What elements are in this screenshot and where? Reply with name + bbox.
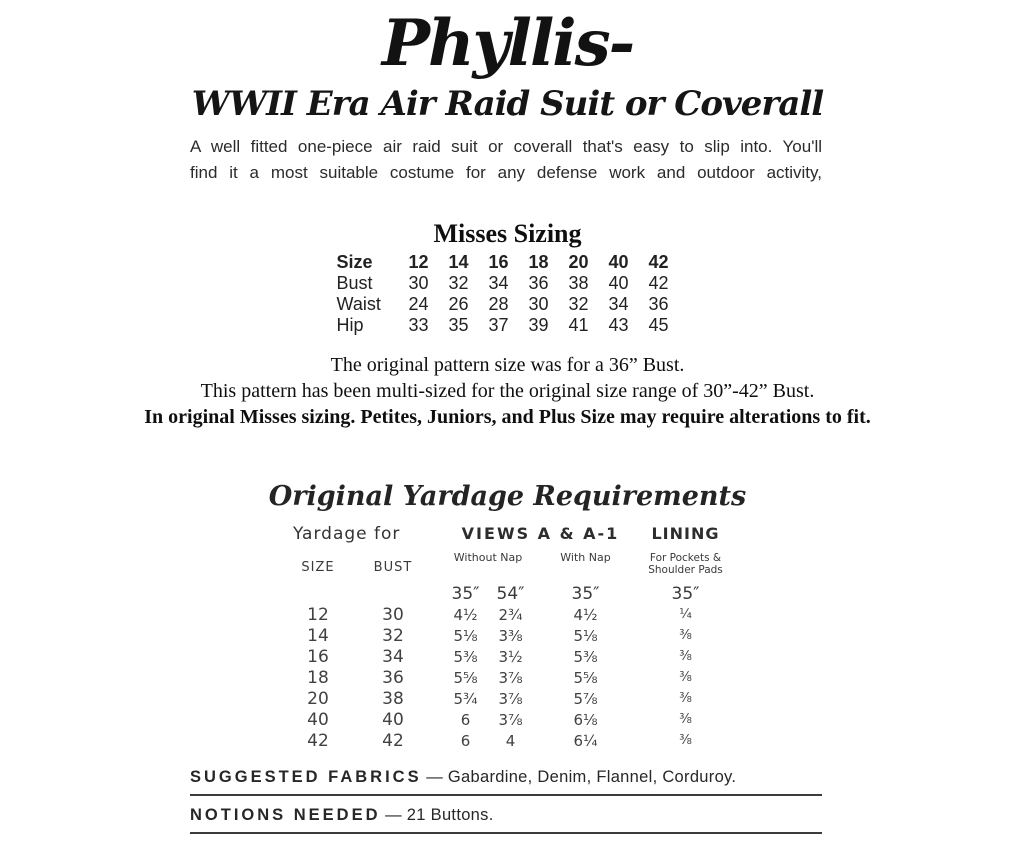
notions-needed-label: NOTIONS NEEDED xyxy=(190,806,381,824)
yardage-bust: 34 xyxy=(382,646,404,667)
yardage-35-with-nap: 6¼ xyxy=(573,731,598,750)
yardage-54-without-nap: 3⅞ xyxy=(498,668,523,687)
size-column-header: SIZE xyxy=(301,559,335,575)
yardage-54-without-nap: 3⅜ xyxy=(498,626,523,645)
sizing-cell: 30 xyxy=(528,294,549,314)
misses-sizing-heading: Misses Sizing xyxy=(433,219,582,248)
yardage-lining: ⅜ xyxy=(679,712,692,727)
divider-rule xyxy=(190,832,822,834)
description-line-2: find it a most suitable costume for any defense work and outdoor activity, xyxy=(190,163,822,182)
yardage-table-body xyxy=(293,604,1015,751)
yardage-lining: ⅜ xyxy=(679,670,692,685)
divider-rule xyxy=(190,794,822,796)
sizing-cell: 39 xyxy=(528,315,549,335)
yardage-54-without-nap: 3⅞ xyxy=(498,689,523,708)
sizing-cell: 20 xyxy=(568,252,589,272)
sizing-cell: 24 xyxy=(408,294,429,314)
sizing-cell: 33 xyxy=(408,315,429,335)
page-subtitle: WWII Era Air Raid Suit or Coverall xyxy=(191,84,824,124)
yardage-54-without-nap: 3⅞ xyxy=(498,710,523,729)
note-line-2: This pattern has been multi-sized for the original size range of 30”-42” Bust. xyxy=(200,380,815,402)
yardage-35-with-nap: 5⅛ xyxy=(573,626,598,645)
yardage-35-with-nap: 5⅜ xyxy=(573,647,598,666)
yardage-table-header xyxy=(293,524,1015,604)
yardage-35-with-nap: 5⅝ xyxy=(573,668,598,687)
sizing-row-hip xyxy=(337,315,679,336)
sizing-row-label: Size xyxy=(336,252,373,272)
with-nap-label: With Nap xyxy=(560,551,611,564)
sizing-cell: 18 xyxy=(528,252,549,272)
yardage-lining: ¼ xyxy=(679,607,692,622)
note-line-3: In original Misses sizing. Petites, Juniors, and Plus Size may require alterations to fit. xyxy=(144,406,871,428)
yardage-size: 18 xyxy=(307,667,329,688)
yardage-35-with-nap: 5⅞ xyxy=(573,689,598,708)
yardage-lining: ⅜ xyxy=(679,733,692,748)
bust-column-header: BUST xyxy=(373,559,413,575)
sizing-cell: 38 xyxy=(568,273,589,293)
sizing-cell: 37 xyxy=(488,315,509,335)
sizing-cell: 32 xyxy=(568,294,589,314)
footer-section xyxy=(190,767,822,834)
sizing-cell: 43 xyxy=(608,315,629,335)
sizing-cell: 36 xyxy=(528,273,549,293)
notions-needed-value: — 21 Buttons. xyxy=(385,806,494,824)
description-line-1: A well fitted one-piece air raid suit or coverall that's easy to slip into. You'll xyxy=(190,137,822,156)
lining-sub-label: For Pockets & Shoulder Pads xyxy=(648,552,723,576)
note-line-1: The original pattern size was for a 36” Bust. xyxy=(330,354,685,376)
yardage-bust: 30 xyxy=(382,604,404,625)
description-paragraph xyxy=(190,134,822,186)
lining-header: LINING xyxy=(651,524,720,543)
sizing-cell: 42 xyxy=(648,252,669,272)
sizing-cell: 26 xyxy=(448,294,469,314)
yardage-size: 16 xyxy=(307,646,329,667)
page-title: Phyllis- xyxy=(381,6,634,81)
yardage-35-without-nap: 5⅜ xyxy=(453,647,478,666)
suggested-fabrics-label: SUGGESTED FABRICS xyxy=(190,768,422,786)
misses-sizing-table xyxy=(337,252,679,336)
yardage-35-without-nap: 5⅛ xyxy=(453,626,478,645)
sizing-cell: 16 xyxy=(488,252,509,272)
sizing-cell: 42 xyxy=(648,273,669,293)
yardage-lining: ⅜ xyxy=(679,691,692,706)
yardage-size: 40 xyxy=(307,709,329,730)
yardage-bust: 38 xyxy=(382,688,404,709)
yardage-54-without-nap: 2¾ xyxy=(498,605,523,624)
yardage-size: 12 xyxy=(307,604,329,625)
sizing-notes xyxy=(0,352,1015,430)
without-nap-label: Without Nap xyxy=(453,551,523,564)
notions-needed-line xyxy=(190,805,822,825)
sizing-cell: 36 xyxy=(648,294,669,314)
sizing-cell: 32 xyxy=(448,273,469,293)
yardage-bust: 42 xyxy=(382,730,404,751)
sizing-row-label: Bust xyxy=(336,273,373,293)
sizing-row-label: Hip xyxy=(336,315,364,335)
fabric-width-35-without-nap: 35″ xyxy=(451,584,480,604)
suggested-fabrics-line xyxy=(190,767,822,787)
yardage-size: 42 xyxy=(307,730,329,751)
sizing-row-label: Waist xyxy=(336,294,381,314)
sizing-cell: 30 xyxy=(408,273,429,293)
yardage-35-without-nap: 6 xyxy=(460,710,471,729)
yardage-heading: Original Yardage Requirements xyxy=(268,481,747,512)
yardage-lining: ⅜ xyxy=(679,649,692,664)
views-header: VIEWS A & A-1 xyxy=(461,524,620,543)
yardage-bust: 32 xyxy=(382,625,404,646)
yardage-lining: ⅜ xyxy=(679,628,692,643)
fabric-width-54-without-nap: 54″ xyxy=(496,584,525,604)
sizing-cell: 12 xyxy=(408,252,429,272)
yardage-bust: 36 xyxy=(382,667,404,688)
yardage-35-with-nap: 6⅛ xyxy=(573,710,598,729)
yardage-35-without-nap: 5⅝ xyxy=(453,668,478,687)
yardage-54-without-nap: 4 xyxy=(505,731,516,750)
sizing-row-size xyxy=(337,252,679,273)
yardage-54-without-nap: 3½ xyxy=(498,647,523,666)
sizing-cell: 41 xyxy=(568,315,589,335)
yardage-35-without-nap: 4½ xyxy=(453,605,478,624)
suggested-fabrics-value: — Gabardine, Denim, Flannel, Corduroy. xyxy=(426,768,737,786)
sizing-cell: 40 xyxy=(608,252,629,272)
sizing-cell: 34 xyxy=(608,294,629,314)
yardage-35-without-nap: 6 xyxy=(460,731,471,750)
fabric-width-35-with-nap: 35″ xyxy=(571,584,600,604)
yardage-35-with-nap: 4½ xyxy=(573,605,598,624)
yardage-bust: 40 xyxy=(382,709,404,730)
sizing-row-waist xyxy=(337,294,679,315)
sizing-cell: 45 xyxy=(648,315,669,335)
yardage-for-label: Yardage for xyxy=(293,524,401,544)
sizing-row-bust xyxy=(337,273,679,294)
fabric-width-35-lining: 35″ xyxy=(671,584,700,604)
yardage-35-without-nap: 5¾ xyxy=(453,689,478,708)
yardage-size: 20 xyxy=(307,688,329,709)
sizing-cell: 34 xyxy=(488,273,509,293)
sizing-cell: 40 xyxy=(608,273,629,293)
sizing-cell: 35 xyxy=(448,315,469,335)
sizing-cell: 28 xyxy=(488,294,509,314)
yardage-size: 14 xyxy=(307,625,329,646)
sizing-cell: 14 xyxy=(448,252,469,272)
